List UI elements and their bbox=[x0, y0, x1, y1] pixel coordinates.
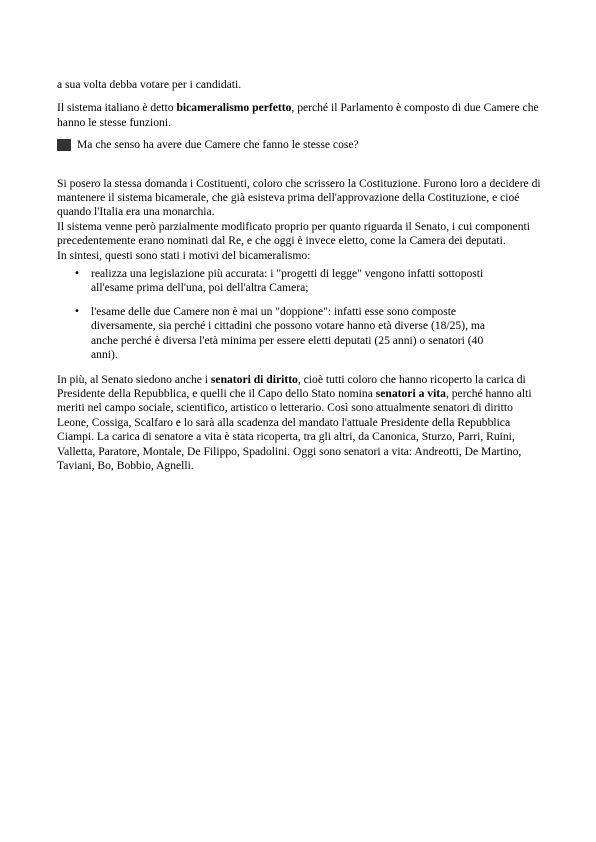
list-item bbox=[57, 267, 542, 296]
question-text: Ma che senso ha avere due Camere che fanno le stesse cose? bbox=[77, 138, 359, 152]
text-segment: , cioè tutti coloro che hanno ricoperto la carica di Presidente della Repubblica, e quelli che il Capo dello Stato nomina bbox=[57, 372, 526, 400]
motivi-list bbox=[57, 267, 542, 362]
list-item bbox=[57, 305, 542, 363]
bullet-dot-icon: • bbox=[74, 268, 80, 280]
paragraph-motivi: In sintesi, questi sono stati i motivi del bicameralismo: bbox=[57, 248, 311, 262]
paragraph-continuation: a sua volta debba votare per i candidati. bbox=[57, 78, 242, 91]
paragraph-senato-modificato: Il sistema venne però parzialmente modificato proprio per quanto riguarda il Senato, i cui componenti precedentemente erano nominati dal Re, e che oggi è invece eletto, come la Camera dei deputati. bbox=[57, 219, 530, 248]
square-bullet-icon bbox=[57, 139, 71, 151]
text-segment: Il sistema italiano è detto bbox=[57, 101, 177, 115]
document-page bbox=[57, 78, 542, 473]
paragraph-senatori bbox=[57, 373, 542, 474]
paragraph-costituenti: Si posero la stessa domanda i Costituenti, coloro che scrissero la Costituzione. Furono loro a decidere di mantenere il sistema bicamerale, che già esisteva prima dell'approvazione della Costituzione, e cioé quando l'Italia era una monarchia. bbox=[57, 176, 541, 219]
bold-term-bicameralismo-perfetto: bicameralismo perfetto bbox=[176, 101, 292, 115]
paragraph-bicameralismo bbox=[57, 101, 542, 130]
bold-term-senatori-di-diritto: senatori di diritto bbox=[210, 372, 298, 386]
bold-term-senatori-a-vita: senatori a vita bbox=[375, 386, 446, 400]
list-item-text: l'esame delle due Camere non è mai un "doppione": infatti esse sono composte diversamente, sia perché i cittadini che possono votare hanno età diverse (18/25), ma anche perché è diversa l'età minima per essere eletti deputati (25 anni) o senatori (40 anni). bbox=[91, 304, 486, 362]
bullet-dot-icon: • bbox=[74, 305, 80, 317]
text-segment: In più, al Senato siedono anche i bbox=[57, 372, 211, 386]
text-segment: , perché hanno alti meriti nel campo sociale, scientifico, artistico o letterario. Così sono attualmente senatori di diritto Leone, Cossiga, Scalfaro e lo sarà alla scadenza del mandato l'attuale Presidente della Repubblica Ciampi. La carica di senatore a vita è stata ricoperta, tra gli altri, da Canonica, Sturzo, Parri, Ruini, Valletta, Paratore, Montale, De Filippo, Spadolini. Oggi sono senatori a vita: Andreotti, De Martino, Taviani, Bo, Bobbio, Agnelli. bbox=[57, 386, 532, 472]
list-item-text: realizza una legislazione più accurata: i "progetti di legge" vengono infatti sottoposti all'esame prima dell'una, poi dell'altra Camera; bbox=[91, 267, 484, 295]
text-segment: , perché il Parlamento è composto di due Camere che hanno le stesse funzioni. bbox=[57, 101, 539, 129]
question-callout bbox=[57, 137, 542, 152]
